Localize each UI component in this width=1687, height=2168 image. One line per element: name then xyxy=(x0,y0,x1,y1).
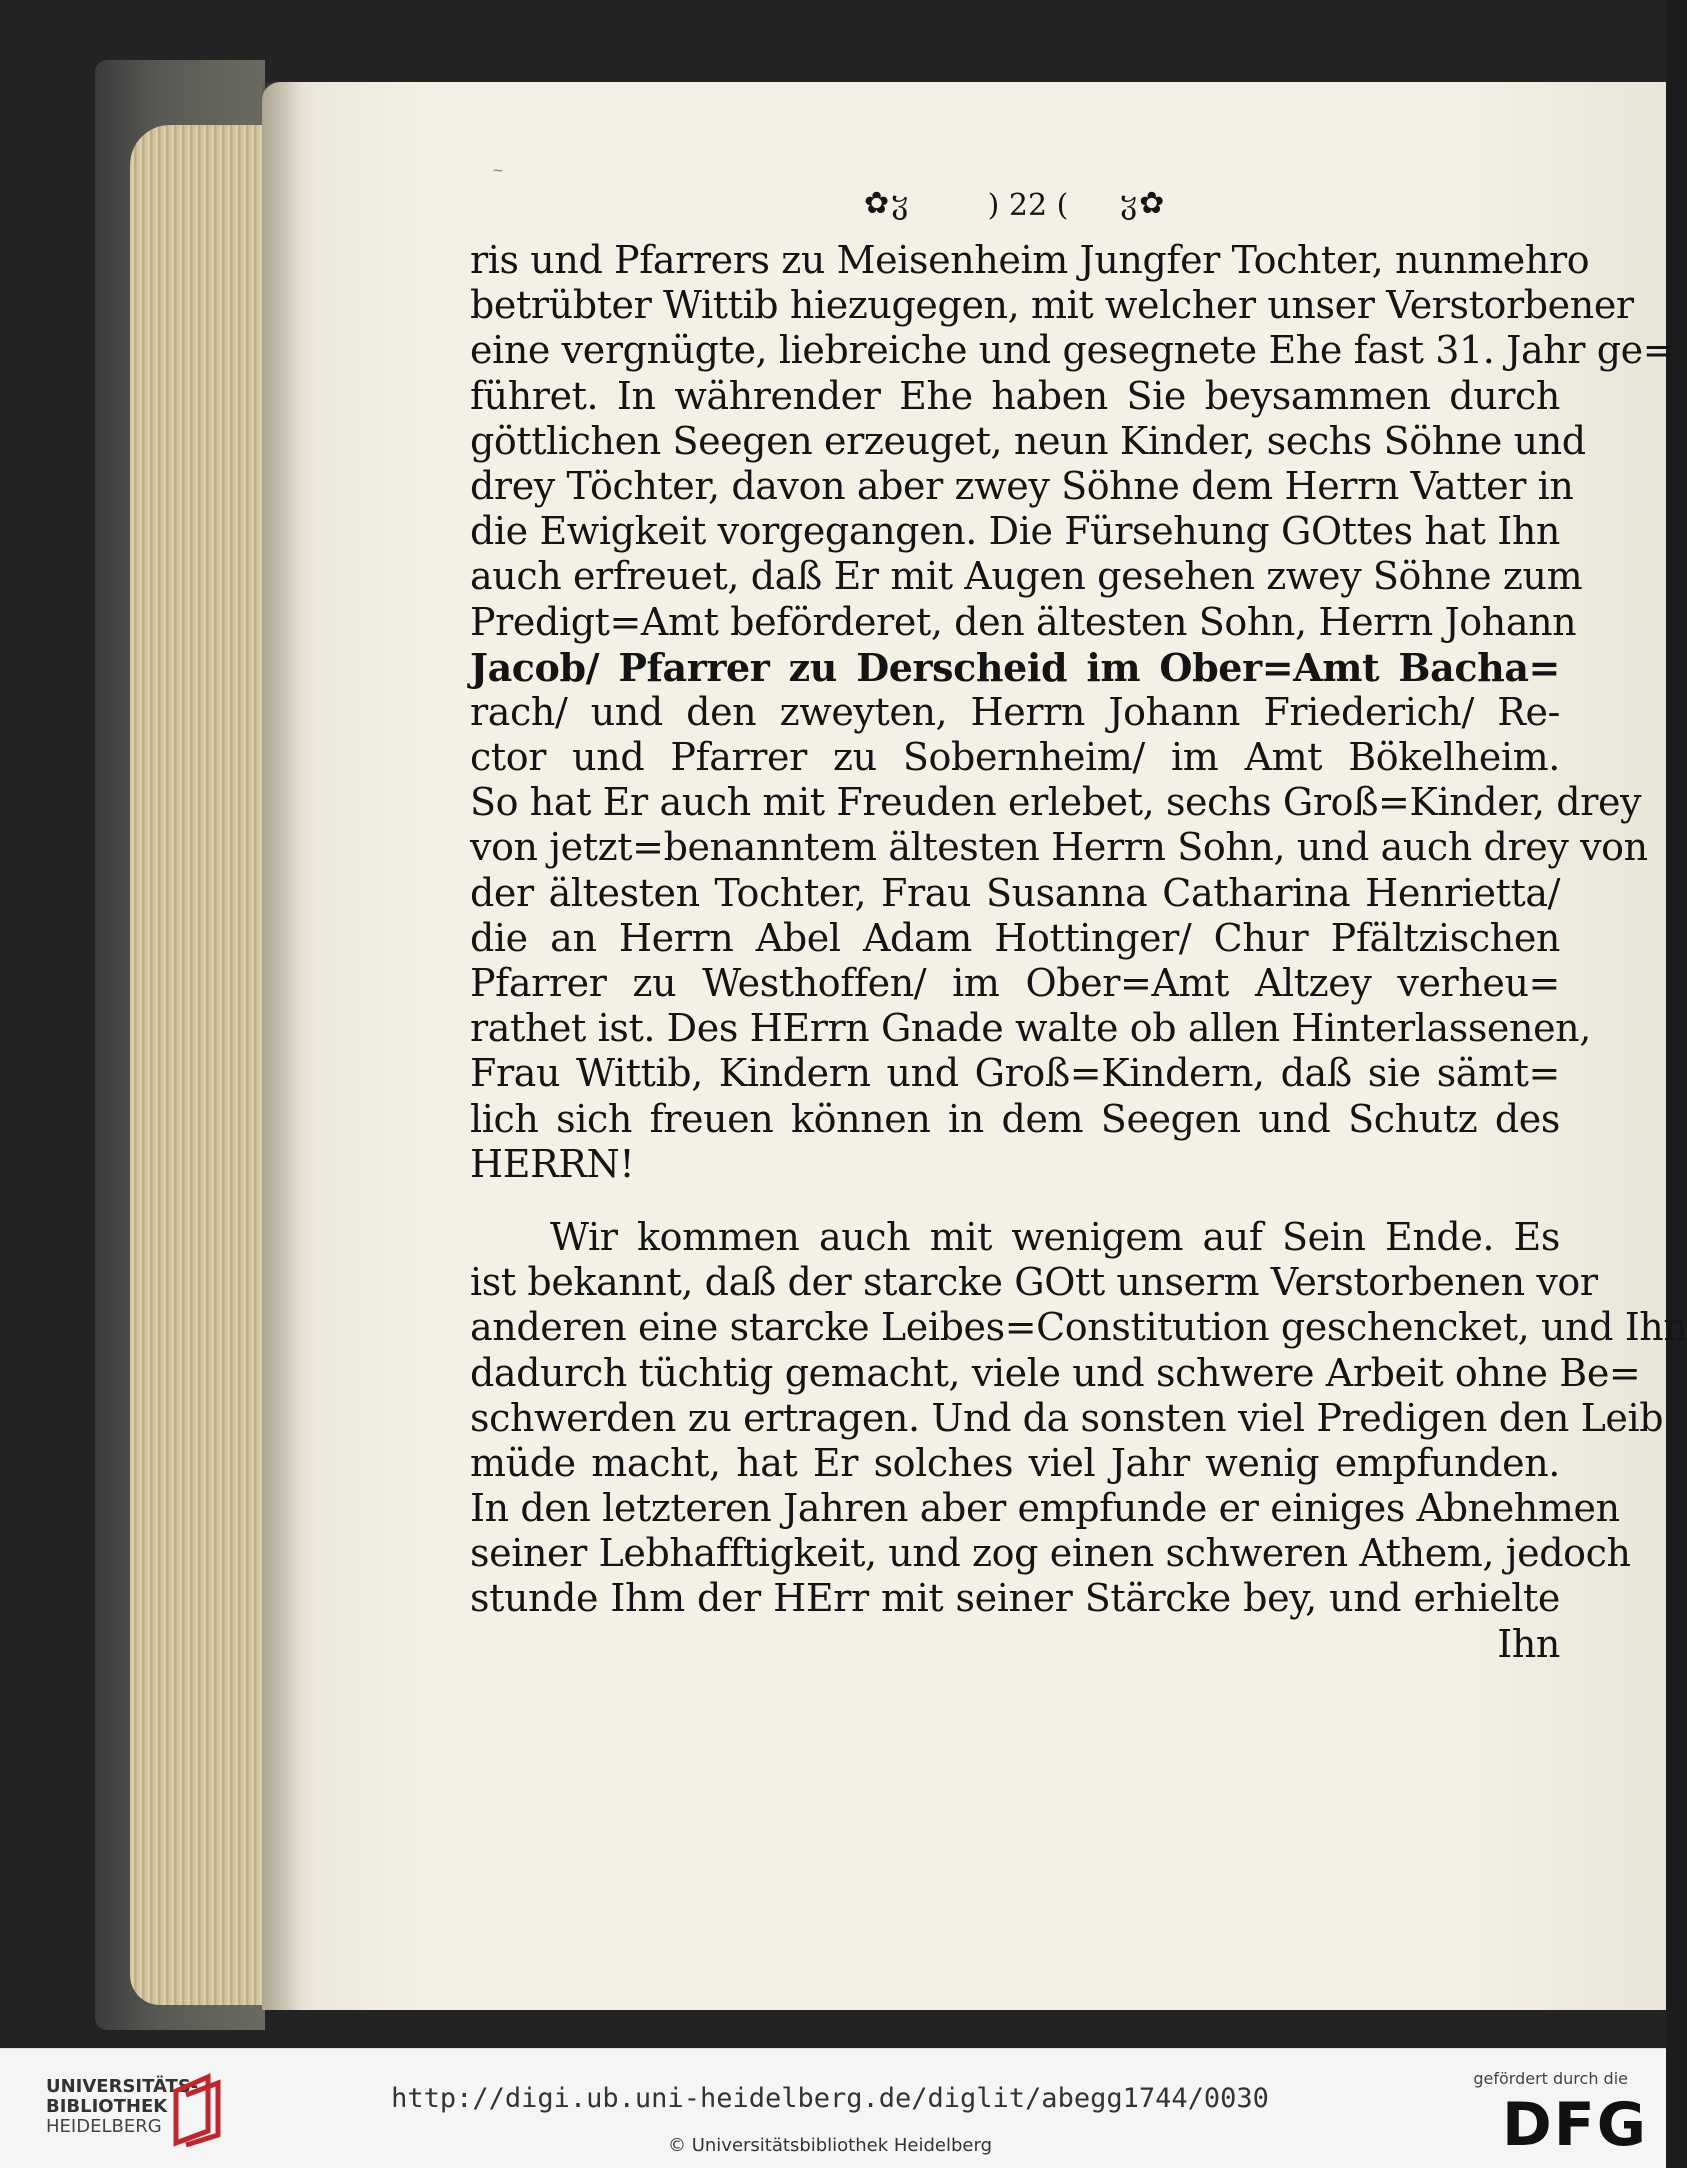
ub-logo-line2: BIBLIOTHEK xyxy=(46,2096,168,2117)
text-line: So hat Er auch mit Freuden erlebet, sechs Groß=Kinder, drey xyxy=(470,780,1642,825)
text-line: rach/ und den zweyten, Herrn Johann Friederich/ Re- xyxy=(470,689,1560,734)
paragraph-gap xyxy=(470,1187,1560,1215)
text-line: drey Töchter, davon aber zwey Söhne dem Herrn Vatter in xyxy=(470,463,1574,508)
text-line: Predigt=Amt beförderet, den ältesten Sohn, Herrn Johann xyxy=(470,599,1577,644)
text-line: seiner Lebhafftigkeit, und zog einen schweren Athem, jedoch xyxy=(470,1531,1631,1576)
text-line: rathet ist. Des HErrn Gnade walte ob allen Hinterlassenen, xyxy=(470,1006,1591,1051)
text-line: Frau Wittib, Kindern und Groß=Kindern, daß sie sämt= xyxy=(470,1051,1560,1096)
text-line: die Ewigkeit vorgegangen. Die Fürsehung GOttes hat Ihn xyxy=(470,509,1560,554)
page-text xyxy=(470,238,1687,1667)
text-line: betrübter Wittib hiezugegen, mit welcher unser Verstorbener xyxy=(470,283,1634,328)
text-line: anderen eine starcke Leibes=Constitution geschencket, und Ihn xyxy=(470,1305,1687,1350)
text-line: stunde Ihm der HErr mit seiner Stärcke bey, und erhielte xyxy=(470,1576,1560,1621)
text-line: göttlichen Seegen erzeuget, neun Kinder, sechs Söhne und xyxy=(470,418,1586,463)
page-number: ) 22 ( xyxy=(987,188,1069,223)
permalink-url[interactable]: http://digi.ub.uni-heidelberg.de/diglit/abegg1744/0030 xyxy=(391,2083,1269,2114)
text-line: der ältesten Tochter, Frau Susanna Catharina Henrietta/ xyxy=(470,870,1560,915)
text-line: die an Herrn Abel Adam Hottinger/ Chur Pfältzischen xyxy=(470,915,1560,960)
gutter-shadow xyxy=(262,82,302,2010)
dfg-logo[interactable]: DFG xyxy=(1501,2090,1648,2160)
catchword: Ihn xyxy=(1497,1621,1560,1666)
text-line: ris und Pfarrers zu Meisenheim Jungfer Tochter, nunmehro xyxy=(470,238,1590,282)
ub-logo-line3: HEIDELBERG xyxy=(46,2116,162,2137)
text-line: Wir kommen auch mit wenigem auf Sein Ende. Es xyxy=(550,1214,1560,1259)
text-line: eine vergnügte, liebreiche und gesegnete Ehe fast 31. Jahr ge= xyxy=(470,328,1675,373)
text-line: In den letzteren Jahren aber empfunde er einiges Abnehmen xyxy=(470,1486,1620,1531)
dfg-funding-note: gefördert durch die xyxy=(1473,2069,1628,2088)
text-line: ist bekannt, daß der starcke GOtt unserm Verstorbenen vor xyxy=(470,1260,1598,1305)
pencil-mark: ~ xyxy=(492,163,504,179)
text-line: lich sich freuen können in dem Seegen und Schutz des xyxy=(470,1096,1560,1141)
ub-emblem-icon xyxy=(168,2071,228,2145)
text-line: Jacob/ Pfarrer zu Derscheid im Ober=Amt Bacha= xyxy=(470,644,1560,690)
text-line: schwerden zu ertragen. Und da sonsten viel Predigen den Leib xyxy=(470,1395,1664,1440)
ornament-left: ✿ჳ xyxy=(864,186,911,221)
ub-logo[interactable] xyxy=(46,2076,199,2137)
copyright-notice: © Universitätsbibliothek Heidelberg xyxy=(667,2135,992,2156)
text-line: Pfarrer zu Westhoffen/ im Ober=Amt Altzey verheu= xyxy=(470,961,1560,1005)
text-line: ctor und Pfarrer zu Sobernheim/ im Amt Bökelheim. xyxy=(470,735,1560,780)
ornament-right: ჳ✿ xyxy=(1120,186,1167,221)
text-line: auch erfreuet, daß Er mit Augen gesehen zwey Söhne zum xyxy=(470,554,1583,599)
page-edges xyxy=(130,125,280,2005)
text-line: führet. In währender Ehe haben Sie beysammen durch xyxy=(470,373,1560,418)
text-line: von jetzt=benanntem ältesten Herrn Sohn, und auch drey von xyxy=(470,825,1648,870)
text-line: müde macht, hat Er solches viel Jahr wenig empfunden. xyxy=(470,1440,1560,1485)
text-line: HERRN! xyxy=(470,1141,635,1186)
footer-bar xyxy=(0,2048,1666,2168)
text-line: dadurch tüchtig gemacht, viele und schwere Arbeit ohne Be= xyxy=(470,1350,1641,1395)
ub-logo-line1: UNIVERSITÄTS- xyxy=(46,2076,199,2097)
